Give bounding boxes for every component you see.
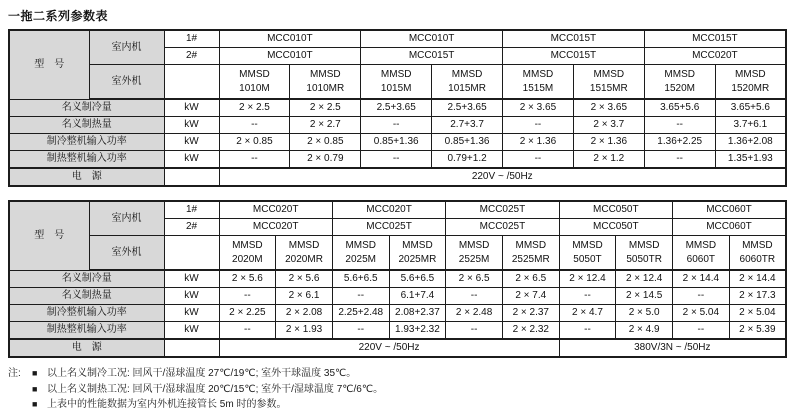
square-bullet-icon: ■: [32, 383, 38, 394]
table-row: [9, 151, 786, 169]
table-row: [9, 288, 786, 305]
unit-cell: kW: [164, 99, 219, 117]
outdoor-model-cell: MMSD 2020M: [219, 236, 276, 271]
indoor-unit-label: 室内机: [89, 201, 164, 236]
row-label-heating-input-power: 制热整机输入功率: [9, 322, 164, 340]
value-cell: --: [673, 288, 730, 305]
unit-cell: kW: [164, 270, 219, 288]
value-cell: 2 × 2.5: [219, 99, 290, 117]
value-cell: 2 × 6.5: [446, 270, 503, 288]
value-cell: --: [219, 151, 290, 169]
empty-cell: [164, 236, 219, 271]
row-label-cooling-capacity: 名义制冷量: [9, 99, 164, 117]
indoor1-model-cell: MCC060T: [673, 201, 787, 219]
table-row: [9, 305, 786, 322]
indoor1-model-cell: MCC010T: [361, 30, 503, 48]
value-cell: --: [446, 322, 503, 340]
footnote-line: [8, 382, 798, 398]
note-prefix: 注:: [8, 368, 21, 379]
outdoor-model-cell: MMSD 1515M: [503, 65, 574, 100]
row-label-heating-input-power: 制热整机输入功率: [9, 151, 164, 169]
value-cell: --: [361, 151, 432, 169]
row-label-heating-capacity: 名义制热量: [9, 117, 164, 134]
indoor1-model-cell: MCC015T: [644, 30, 786, 48]
indoor2-model-cell: MCC060T: [673, 219, 787, 236]
indoor2-tag: 2#: [164, 48, 219, 65]
power-supply-value: 220V ~ /50Hz: [219, 168, 786, 186]
power-supply-value-380v: 380V/3N ~ /50Hz: [559, 339, 786, 357]
value-cell: 5.6+6.5: [332, 270, 389, 288]
footnote-line: [8, 397, 798, 413]
row-label-power-supply: 电 源: [9, 168, 164, 186]
table-row: [9, 134, 786, 151]
value-cell: 2 × 12.4: [616, 270, 673, 288]
value-cell: --: [219, 322, 276, 340]
outdoor-model-cell: MMSD 5050TR: [616, 236, 673, 271]
row-label-heating-capacity: 名义制热量: [9, 288, 164, 305]
page-title: 一拖二系列参数表: [8, 9, 109, 23]
footnote-line: [8, 366, 798, 382]
indoor2-model-cell: MCC050T: [559, 219, 672, 236]
spec-table-2: [8, 200, 787, 358]
value-cell: 0.85+1.36: [361, 134, 432, 151]
value-cell: 2 × 2.7: [290, 117, 361, 134]
indoor1-model-cell: MCC015T: [503, 30, 645, 48]
value-cell: --: [644, 117, 715, 134]
table-row: [9, 65, 786, 100]
indoor2-model-cell: MCC010T: [219, 48, 361, 65]
unit-cell: kW: [164, 288, 219, 305]
indoor2-model-cell: MCC015T: [361, 48, 503, 65]
value-cell: 2.25+2.48: [332, 305, 389, 322]
value-cell: 2 × 3.65: [573, 99, 644, 117]
empty-cell: [164, 339, 219, 357]
outdoor-model-cell: MMSD 1010MR: [290, 65, 361, 100]
unit-cell: kW: [164, 117, 219, 134]
indoor1-tag: 1#: [164, 30, 219, 48]
indoor1-model-cell: MCC025T: [446, 201, 559, 219]
value-cell: 2 × 17.3: [729, 288, 786, 305]
value-cell: 2 × 3.65: [503, 99, 574, 117]
value-cell: 2 × 1.2: [573, 151, 644, 169]
value-cell: 2 × 5.0: [616, 305, 673, 322]
value-cell: 2 × 2.37: [502, 305, 559, 322]
outdoor-unit-label: 室外机: [89, 236, 164, 271]
table-row: [9, 339, 786, 357]
value-cell: 2.7+3.7: [432, 117, 503, 134]
indoor1-model-cell: MCC050T: [559, 201, 672, 219]
value-cell: 2 × 12.4: [559, 270, 616, 288]
indoor1-tag: 1#: [164, 201, 219, 219]
footnote-text: 以上名义制冷工况: 回风干/湿球温度 27℃/19℃; 室外干球温度 35℃。: [47, 368, 357, 379]
indoor2-model-cell: MCC025T: [446, 219, 559, 236]
indoor2-model-cell: MCC020T: [644, 48, 786, 65]
indoor1-model-cell: MCC020T: [332, 201, 445, 219]
outdoor-unit-label: 室外机: [89, 65, 164, 100]
value-cell: 2 × 4.9: [616, 322, 673, 340]
indoor2-model-cell: MCC025T: [332, 219, 445, 236]
unit-cell: kW: [164, 134, 219, 151]
outdoor-model-cell: MMSD 6060TR: [729, 236, 786, 271]
table-row: [9, 30, 786, 48]
outdoor-model-cell: MMSD 2525M: [446, 236, 503, 271]
row-label-cooling-capacity: 名义制冷量: [9, 270, 164, 288]
value-cell: 5.6+6.5: [389, 270, 446, 288]
value-cell: 2 × 2.32: [502, 322, 559, 340]
value-cell: 2 × 5.04: [673, 305, 730, 322]
value-cell: 2 × 1.36: [503, 134, 574, 151]
table-row: [9, 168, 786, 186]
value-cell: 2 × 2.5: [290, 99, 361, 117]
outdoor-model-cell: MMSD 1015MR: [432, 65, 503, 100]
value-cell: 2 × 0.79: [290, 151, 361, 169]
value-cell: 2 × 4.7: [559, 305, 616, 322]
indoor2-model-cell: MCC015T: [503, 48, 645, 65]
value-cell: 1.36+2.08: [715, 134, 786, 151]
square-bullet-icon: ■: [32, 368, 38, 378]
value-cell: 2 × 5.6: [219, 270, 276, 288]
value-cell: --: [559, 288, 616, 305]
value-cell: --: [361, 117, 432, 134]
model-header-label: 型 号: [9, 201, 89, 270]
value-cell: 2 × 5.6: [276, 270, 333, 288]
value-cell: --: [673, 322, 730, 340]
value-cell: 0.85+1.36: [432, 134, 503, 151]
unit-cell: kW: [164, 322, 219, 340]
outdoor-model-cell: MMSD 2025M: [332, 236, 389, 271]
value-cell: 3.65+5.6: [715, 99, 786, 117]
value-cell: 2 × 1.93: [276, 322, 333, 340]
footnote-text: 上表中的性能数据为室内外机连接管长 5m 时的参数。: [47, 399, 287, 410]
table-row: [9, 270, 786, 288]
outdoor-model-cell: MMSD 2025MR: [389, 236, 446, 271]
value-cell: 2.5+3.65: [432, 99, 503, 117]
outdoor-model-cell: MMSD 2020MR: [276, 236, 333, 271]
value-cell: --: [332, 322, 389, 340]
value-cell: 1.93+2.32: [389, 322, 446, 340]
value-cell: --: [332, 288, 389, 305]
footnote-text: 以上名义制热工况: 回风干/湿球温度 20℃/15℃; 室外干/湿球温度 7℃/6℃。: [47, 383, 384, 395]
table-row: [9, 236, 786, 271]
indoor1-model-cell: MCC010T: [219, 30, 361, 48]
value-cell: 2 × 3.7: [573, 117, 644, 134]
unit-cell: kW: [164, 305, 219, 322]
value-cell: 2 × 14.5: [616, 288, 673, 305]
value-cell: 2 × 5.04: [729, 305, 786, 322]
value-cell: 2 × 14.4: [673, 270, 730, 288]
outdoor-model-cell: MMSD 6060T: [673, 236, 730, 271]
square-bullet-icon: ■: [32, 399, 38, 409]
value-cell: 2 × 5.39: [729, 322, 786, 340]
value-cell: 2 × 0.85: [219, 134, 290, 151]
empty-cell: [164, 65, 219, 100]
value-cell: --: [559, 322, 616, 340]
outdoor-model-cell: MMSD 2525MR: [502, 236, 559, 271]
value-cell: 3.7+6.1: [715, 117, 786, 134]
value-cell: --: [503, 151, 574, 169]
outdoor-model-cell: MMSD 1015M: [361, 65, 432, 100]
indoor2-tag: 2#: [164, 219, 219, 236]
value-cell: 2 × 6.1: [276, 288, 333, 305]
value-cell: 2.5+3.65: [361, 99, 432, 117]
value-cell: 3.65+5.6: [644, 99, 715, 117]
value-cell: 2 × 7.4: [502, 288, 559, 305]
footnotes: [8, 366, 798, 413]
value-cell: 6.1+7.4: [389, 288, 446, 305]
value-cell: 2 × 6.5: [502, 270, 559, 288]
value-cell: --: [219, 288, 276, 305]
value-cell: --: [644, 151, 715, 169]
outdoor-model-cell: MMSD 1520MR: [715, 65, 786, 100]
value-cell: 2 × 0.85: [290, 134, 361, 151]
value-cell: 2.08+2.37: [389, 305, 446, 322]
value-cell: --: [446, 288, 503, 305]
row-label-cooling-input-power: 制冷整机输入功率: [9, 134, 164, 151]
table-row: [9, 201, 786, 219]
indoor1-model-cell: MCC020T: [219, 201, 332, 219]
model-header-label: 型 号: [9, 30, 89, 99]
value-cell: 0.79+1.2: [432, 151, 503, 169]
value-cell: --: [503, 117, 574, 134]
indoor-unit-label: 室内机: [89, 30, 164, 65]
table-row: [9, 99, 786, 117]
value-cell: 1.36+2.25: [644, 134, 715, 151]
row-label-power-supply: 电 源: [9, 339, 164, 357]
unit-cell: kW: [164, 151, 219, 169]
table-row: [9, 322, 786, 340]
spec-table-1: [8, 29, 787, 187]
value-cell: 1.35+1.93: [715, 151, 786, 169]
indoor2-model-cell: MCC020T: [219, 219, 332, 236]
empty-cell: [164, 168, 219, 186]
outdoor-model-cell: MMSD 5050T: [559, 236, 616, 271]
outdoor-model-cell: MMSD 1515MR: [573, 65, 644, 100]
value-cell: 2 × 1.36: [573, 134, 644, 151]
row-label-cooling-input-power: 制冷整机输入功率: [9, 305, 164, 322]
outdoor-model-cell: MMSD 1010M: [219, 65, 290, 100]
power-supply-value-220v: 220V ~ /50Hz: [219, 339, 559, 357]
value-cell: 2 × 2.08: [276, 305, 333, 322]
value-cell: 2 × 2.48: [446, 305, 503, 322]
value-cell: 2 × 14.4: [729, 270, 786, 288]
table-row: [9, 117, 786, 134]
value-cell: 2 × 2.25: [219, 305, 276, 322]
outdoor-model-cell: MMSD 1520M: [644, 65, 715, 100]
value-cell: --: [219, 117, 290, 134]
